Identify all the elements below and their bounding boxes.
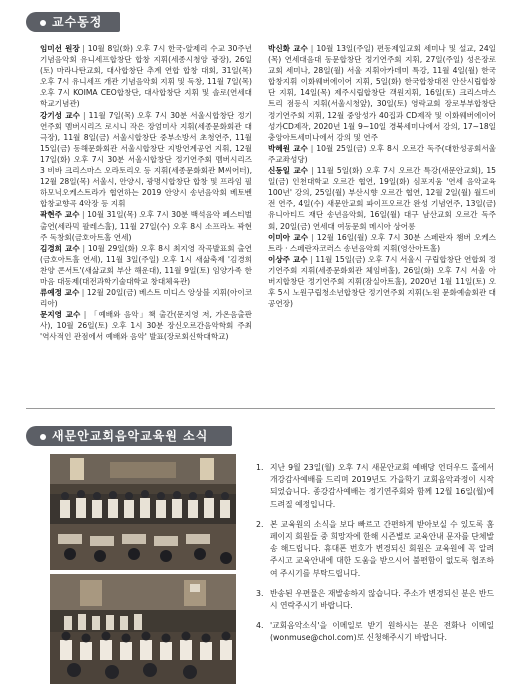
faculty-name: 이미아 교수 [268,232,309,242]
faculty-entry [40,110,252,210]
section-title: 교수동정 [52,15,103,29]
notice-text: 지난 9월 23일(월) 오후 7시 새문안교회 예배당 언더우드 홀에서 개강감사예배를 드리며 2019년도 가을학기 교회음악과정이 시작되었습니다. 종강감사예배는 정기연주회와 함께 12월 16일(월)에 드려질 예정입니다. [270,463,494,509]
faculty-entry [268,143,496,165]
faculty-activity-text: 11월 15일(금) 오후 7시 서울시 구립합창단 연합회 정기연주회 지휘(세종문화회관 체임버홀), 26일(화) 오후 7시 서울 아버지합창단 정기연주회 지휘(잠실아트홀), 2020년 1월 11일(토) 오후 5시 노원구립청소년합창단 정기연주회 지휘(노원 문화예술회관 대공연장) [268,254,496,309]
section-divider [26,408,495,409]
faculty-entry [40,43,252,110]
separator: | [79,210,88,220]
faculty-name: 박신화 교수 [268,44,308,53]
notice-number: 1. [256,463,264,472]
faculty-name: 이상주 교수 [268,254,308,264]
section-banner-institute-news [26,426,232,446]
faculty-entry [268,43,496,143]
faculty-name: 문지영 교수 [40,310,81,320]
faculty-name: 박혜원 교수 [268,143,308,153]
separator: | [308,166,317,176]
faculty-activity-text: 11월 7일(목) 오후 7시 30분 서울시합창단 정기연주회 멤버시리즈 로시니 작은 장엄미사 지휘(세종문화회관 대극장), 11월 8일(금) 서울시합창단 중부소방서 초청연주, 11월 15일(금) 동해문화회관 서울시합창단 지방연계공연 지휘, 12월 17일(화) 오후 7시 30분 서울시합창단 정기연주회 멤버시리즈 3 비바 크리스마스 오라토리오 등 지휘(세종문화회관 M씨어터), 12월 28일(목) 서울시, 안양시, 광명시합창단 합창 및 프라임 필하모닉오케스트라가 협연하는 2019 안양시 송년음악회 베토벤 합창교향곡 4악장 등 지휘 [40,110,252,209]
separator: | [79,110,89,120]
faculty-activity-text: 12월 20일(금) 베스트 미디스 앙상블 지휘(아이코리아) [40,288,252,309]
faculty-activity-text: 10월 8일(화) 오후 7시 한국-알제리 수교 30주년 기념음악회 유니세프합창단 합창 지휘(세종시청앙 광장), 26일(토) 마라나탄교회, 대사합창단 추계 연합 합창 대회, 31일(목) 오후 7시 유니세프 개관 기념음악회 지휘 및 독창, 11월 7일(목) 오후 7시 KOIMA CEO합창단, 대사합창단 지휘 및 솔로(연세대학교기념관) [40,44,252,109]
faculty-name: 임미선 원장 [40,44,80,53]
faculty-activity-text: 「예배와 음악」책 출간(문지영 저, 가온음출판사), 10월 26일(토) 오후 1시 30분 장신오르간음악학회 주최 '역사적인 관점에서 예배와 음악' 발표(장로회신학대학교) [40,310,253,342]
faculty-entry [40,243,252,287]
faculty-activity-text: 10월 29일(화) 오후 8시 최지영 작곡발표회 출연(금호아트홀 연세), 11월 3일(주일) 오후 1시 새삶축제 '김경희 찬양 콘서트'(새삶교회 부산 해운대), 11월 9일(토) 임양가족 한마음 대동제(대전과학기술대학교 창대체육관) [40,243,253,286]
faculty-entry [268,254,496,309]
section-banner-faculty-news [26,12,120,32]
faculty-activity-text: 10월 25일(금) 오후 8시 오르간 독주(대한성공회서울주교좌성당) [268,143,496,164]
notice-number: 2. [256,519,264,529]
faculty-news-left-column [40,43,252,343]
separator: | [79,44,88,53]
faculty-activity-text: 10월 13일(주일) 편동제일교회 세미나 및 설교, 24일(목) 연세대음대 동문합창단 정기연주회 지휘, 27일(주일) 성은장로교회 세미나, 28일(월) 서울 지휘아카데미 특강, 11월 4일(월) 한국합창지휘 이화웨버에이어 지휘, 5일(화) 한국합창대전 안산시립합창단 지휘, 14일(목) 제주시립합창단 객원지휘, 16일(토) 크리스마스 트리 점등식 지휘(서울시청앞), 30일(토) 영락교회 장로부부합창단 정기연주회 지휘, 12월 중앙성가 40집과 CD제작 및 이화웨버에이어 성가CD제작, 2020년 1월 9~10일 경북세미나에서 강의, 17~18일 충앙아트세미나에서 강의 및 연주 [268,44,497,142]
faculty-name: 류예정 교수 [40,288,80,298]
faculty-name: 신동일 교수 [268,166,309,176]
bullet-dot-icon [40,20,46,26]
notice-text: 본 교육원의 소식을 보다 빠르고 간편하게 받아보실 수 있도록 홈페이지 회원들 중 희망자에 한해 시즌별로 교육안내 문자를 단체발송 해드립니다. 휴대폰 번호가 변경되신 회원은 교육원에 꼭 알려주시고 교육안내에 대한 도움을 받으시어 불편함이 없도록 협조하여 주시기를 부탁드립니다. [270,519,494,578]
faculty-entry [40,209,252,242]
bullet-dot-icon [40,434,46,440]
notice-number: 4. [256,621,264,631]
separator: | [307,254,316,264]
section-title: 새문안교회음악교육원 소식 [52,429,209,443]
separator: | [308,232,317,242]
faculty-activity-text: 12월 16일(월) 오후 7시 30분 스페란자 챔버 오케스트라 · 스페란자코러스 송년음악회 지휘(영산아트홀) [268,232,497,253]
faculty-entry [40,309,252,342]
notice-item [256,462,494,511]
separator: | [79,243,88,253]
notice-text: 반송된 우편물은 재발송하지 않습니다. 주소가 변경되신 분은 반드시 연락주시기 바랍니다. [270,588,494,611]
separator: | [79,288,87,298]
concert-audience-photo [50,574,236,684]
faculty-entry [268,232,496,254]
faculty-entry [40,287,252,309]
separator: | [307,44,317,53]
church-choir-photo [50,454,236,570]
separator: | [307,143,317,153]
notice-item [256,588,494,612]
faculty-activity-text: 10월 31일(목) 오후 7시 30분 백석음악 페스티벌 출연(세라믹 팔레스홀), 11월 27일(수) 오후 8시 소프라노 곽현주 독창회(금호아트홀 연세) [40,210,252,242]
notice-item [256,620,494,644]
notice-list [256,462,494,653]
separator: | [80,310,90,320]
faculty-entry [268,165,496,232]
faculty-activity-text: 11월 5일(화) 오후 7시 오르간 특강(새문안교회), 15일(금) 인천대학교 오르간 협연, 19일(화) 심포지움 '연세 음악교육 100년' 강의, 25일(월) 부산시향 오르간 협연, 12월 2일(월) 월드비전 연주, 4일(수) 새문안교회 파이프오르간 완성 기념연주, 13일(금) 유니아티드 재단 송년음악회, 16일(월) 대구 남산교회 오르간 독주회, 20일(금) 연세대 여동문회 메시아 상어롱 [268,166,496,231]
faculty-name: 강기성 교수 [40,110,80,120]
notice-number: 3. [256,588,264,598]
notice-item [256,519,494,580]
faculty-name: 곽현주 교수 [40,210,80,220]
faculty-name: 김경희 교수 [40,243,80,253]
notice-text: '교회음악소식'을 이메일로 받기 원하시는 분은 전화나 이메일(wonmuse@chol.com)로 신청해주시기 바랍니다. [270,621,494,643]
faculty-news-right-column [268,43,496,309]
